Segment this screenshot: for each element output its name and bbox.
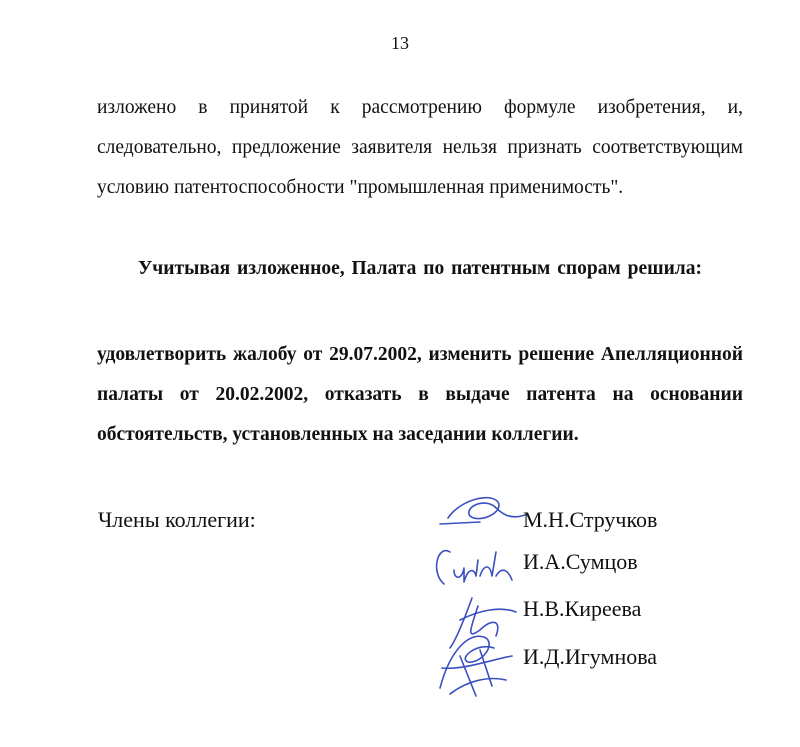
member-name: М.Н.Стручков (523, 507, 658, 532)
member-name: Н.В.Киреева (523, 596, 642, 621)
text-line: удовлетворить жалобу от 29.07.2002, изменить решение Апелляционной (97, 344, 743, 365)
text-line: следовательно, предложение заявителя нельзя признать соответствующим (97, 137, 743, 158)
signature-igumnova (440, 636, 512, 696)
text-line: обстоятельств, установленных на заседании коллегии. (97, 424, 579, 445)
page-number: 13 (391, 33, 409, 53)
signature-kireeva (450, 598, 516, 648)
member-name: И.А.Сумцов (523, 549, 638, 574)
text-line: палаты от 20.02.2002, отказать в выдаче патента на основании (97, 384, 743, 405)
handwritten-signatures (420, 480, 530, 710)
signature-sumtsov (437, 551, 512, 584)
decision-text (97, 335, 743, 455)
members-label: Члены коллегии: (98, 507, 256, 532)
member-name: И.Д.Игумнова (523, 644, 658, 669)
signature-struchkov (440, 498, 525, 524)
decision-heading: Учитывая изложенное, Палата по патентным спорам решила: (138, 258, 702, 279)
paragraph-conclusion (97, 88, 743, 208)
text-line: изложено в принятой к рассмотрению формуле изобретения, и, (97, 97, 743, 118)
text-line: условию патентоспособности "промышленная применимость". (97, 177, 624, 198)
